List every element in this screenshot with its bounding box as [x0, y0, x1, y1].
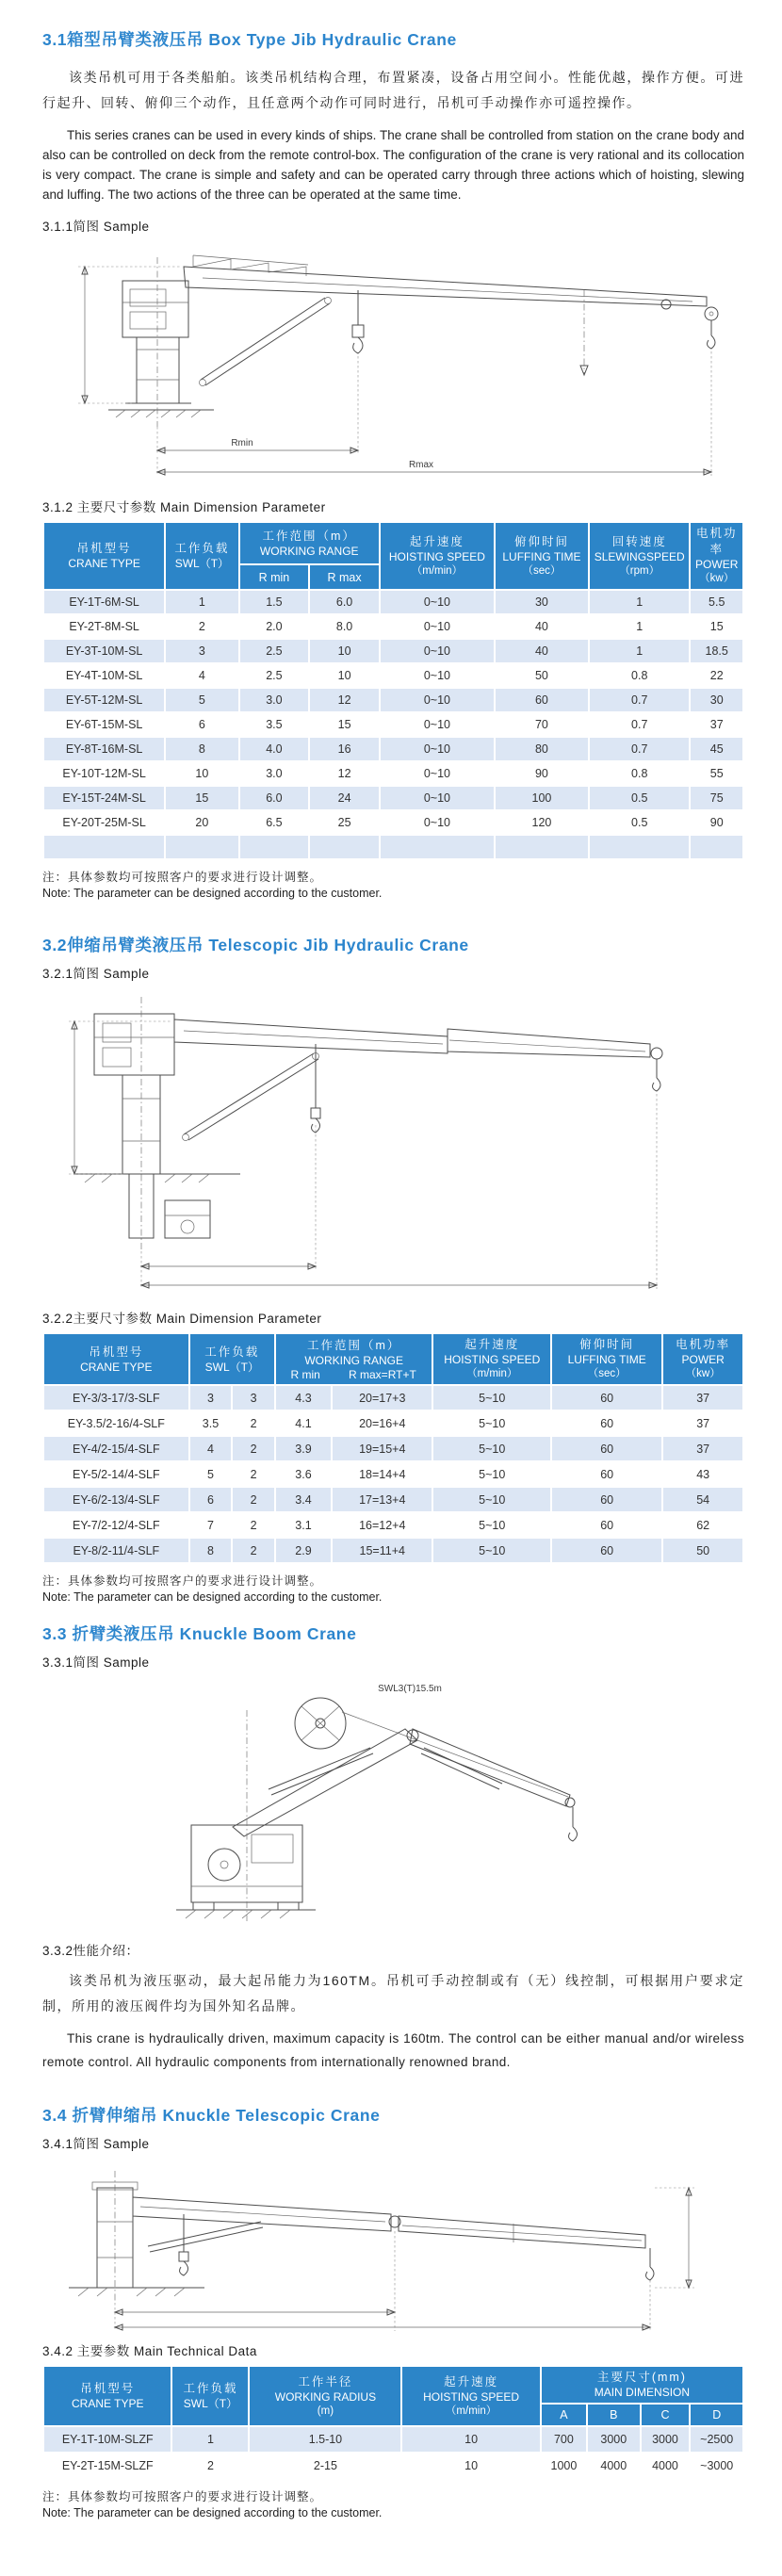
table-cell: 5~10 — [433, 1462, 550, 1486]
table-cell: 20=16+4 — [333, 1411, 432, 1435]
table-cell — [590, 836, 689, 858]
table-cell: 4 — [166, 664, 237, 687]
table-cell: 12 — [310, 762, 379, 785]
table-cell: 19=15+4 — [333, 1437, 432, 1460]
col-working-range: 工作范围（m） WORKING RANGE — [240, 523, 379, 563]
table-cell: 55 — [691, 762, 742, 785]
table-cell: 8 — [190, 1539, 232, 1562]
table-cell: 20 — [166, 811, 237, 834]
table-cell: 75 — [691, 787, 742, 809]
table-cell: 4 — [190, 1437, 232, 1460]
table-cell: 1 — [590, 640, 689, 662]
table-cell: EY-6T-15M-SL — [44, 713, 164, 736]
table-row — [44, 615, 742, 638]
table-cell: 4.1 — [276, 1411, 331, 1435]
table-cell: 0~10 — [381, 664, 494, 687]
table-cell: 60 — [552, 1488, 661, 1511]
section-3-1-paragraph-cn: 该类吊机可用于各类船舶。该类吊机结构合理，布置紧凑，设备占用空间小。性能优越，操作方便。可进行起升、回转、俯仰三个动作，且任意两个动作可同时进行，吊机可手动操作亦可遥控操作。 — [42, 70, 744, 110]
table-cell: 0~10 — [381, 738, 494, 760]
table-cell: 20=17+3 — [333, 1386, 432, 1410]
col-luffing-time: 俯仰时间 LUFFING TIME （sec） — [552, 1334, 661, 1384]
table-cell: 2.0 — [240, 615, 309, 638]
table-cell: 15 — [166, 787, 237, 809]
table-cell: 3.0 — [240, 689, 309, 711]
table-row — [44, 836, 742, 858]
table-cell: 4.0 — [240, 738, 309, 760]
table-cell: 3.0 — [240, 762, 309, 785]
box-type-dimension-table — [42, 521, 744, 860]
table-cell: 45 — [691, 738, 742, 760]
table-cell: 54 — [663, 1488, 742, 1511]
table-cell — [166, 836, 237, 858]
box-type-crane-drawing — [42, 238, 744, 485]
table-cell: 18.5 — [691, 640, 742, 662]
table-cell: 3000 — [642, 2427, 690, 2452]
table-cell: 15=11+4 — [333, 1539, 432, 1562]
section-3-2-1-sample-title: 3.2.1简图 Sample — [42, 967, 150, 981]
table-cell: 6.0 — [310, 591, 379, 613]
table-row — [44, 762, 742, 785]
table-cell: 37 — [663, 1386, 742, 1410]
table-cell: 3000 — [588, 2427, 640, 2452]
table-cell: EY-8/2-11/4-SLF — [44, 1539, 188, 1562]
table-cell: EY-3.5/2-16/4-SLF — [44, 1411, 188, 1435]
table-cell: 37 — [691, 713, 742, 736]
knuckle-telescopic-data-table — [42, 2365, 744, 2480]
table-row — [44, 811, 742, 834]
table-cell: EY-4/2-15/4-SLF — [44, 1437, 188, 1460]
table-cell — [310, 836, 379, 858]
table-cell: EY-5T-12M-SL — [44, 689, 164, 711]
section-3-3-1-sample-title: 3.3.1简图 Sample — [42, 1655, 150, 1670]
table-cell: 22 — [691, 664, 742, 687]
table-cell: 90 — [496, 762, 588, 785]
table-row — [44, 713, 742, 736]
table-cell: 0.7 — [590, 689, 689, 711]
section-3-3-heading: 3.3 折臂类液压吊 Knuckle Boom Crane — [42, 1624, 357, 1643]
table-row — [44, 1411, 742, 1435]
col-swl: 工作负载 SWL（T） — [190, 1334, 274, 1384]
table-cell: 12 — [310, 689, 379, 711]
section-3-2-2-table-title: 3.2.2主要尺寸参数 Main Dimension Parameter — [42, 1312, 322, 1326]
section-3-2-note: 注：具体参数均可按照客户的要求进行设计调整。 Note: The parameter can be designed according to the customer. — [42, 1574, 383, 1604]
table-cell: 2 — [233, 1488, 274, 1511]
table-cell: 0.8 — [590, 664, 689, 687]
col-r-max: R max=RT+T — [349, 1367, 416, 1381]
table-cell: 60 — [552, 1513, 661, 1537]
col-slewing-speed: 回转速度 SLEWINGSPEED （rpm） — [590, 523, 689, 589]
table-cell: 10 — [310, 664, 379, 687]
table-cell: 2 — [166, 615, 237, 638]
table-row — [44, 664, 742, 687]
table-cell: 3.5 — [190, 1411, 232, 1435]
section-3-4-note: 注：具体参数均可按照客户的要求进行设计调整。 Note: The parameter can be designed according to the customer. — [42, 2490, 383, 2519]
telescopic-crane-drawing — [42, 986, 744, 1296]
table-row — [44, 787, 742, 809]
col-main-dimension: 主要尺寸(mm) MAIN DIMENSION — [542, 2367, 742, 2403]
section-3-3-paragraph-cn: 该类吊机为液压驱动，最大起吊能力为160TM。吊机可手动控制或有（无）线控制，可根据用户要求定制，所用的液压阀件均为国外知名品牌。 — [42, 1973, 744, 2014]
telescopic-dimension-table — [42, 1332, 744, 1564]
table-cell: 0~10 — [381, 811, 494, 834]
table-cell: 50 — [496, 664, 588, 687]
table-cell: 16=12+4 — [333, 1513, 432, 1537]
rmax-label: Rmax — [408, 460, 434, 470]
table-cell: 2 — [172, 2454, 248, 2478]
table-cell: 5~10 — [433, 1386, 550, 1410]
table-cell: 60 — [496, 689, 588, 711]
table-cell: 60 — [552, 1437, 661, 1460]
col-crane-type: 吊机型号 CRANE TYPE — [44, 523, 164, 589]
table-cell: 24 — [310, 787, 379, 809]
table-cell: 43 — [663, 1462, 742, 1486]
table-cell: 15 — [310, 713, 379, 736]
table-cell: 62 — [663, 1513, 742, 1537]
table-cell: 70 — [496, 713, 588, 736]
table-cell: 80 — [496, 738, 588, 760]
col-hoisting-speed: 起升速度 HOISTING SPEED （m/min） — [381, 523, 494, 589]
table-cell: 2.5 — [240, 640, 309, 662]
table-cell — [381, 836, 494, 858]
table-cell: 3.6 — [276, 1462, 331, 1486]
table-cell: 1 — [172, 2427, 248, 2452]
table-cell: 10 — [310, 640, 379, 662]
table-cell: 4000 — [588, 2454, 640, 2478]
table-cell — [691, 836, 742, 858]
table-cell: 3.1 — [276, 1513, 331, 1537]
section-3-1-paragraph-en: This series cranes can be used in every kinds of ships. The crane shall be controlled from station on the crane body and also can be controlled on deck from the remote control-box. The configuration of the crane is very rational and its collocation is very compact. The crane is simple and safety and can be operated carry through three actions which of hoisting, slewing and luffing. The two actions of the three can be operated at the same time. — [42, 128, 744, 202]
table-cell: EY-1T-6M-SL — [44, 591, 164, 613]
table-cell: 6.0 — [240, 787, 309, 809]
table-cell: 3.9 — [276, 1437, 331, 1460]
col-dim-a: A — [542, 2405, 586, 2425]
table-cell: 0.8 — [590, 762, 689, 785]
table-cell: 90 — [691, 811, 742, 834]
col-power: 电机功率 POWER （kw） — [691, 523, 742, 589]
table-row — [44, 1386, 742, 1410]
table-cell: EY-20T-25M-SL — [44, 811, 164, 834]
col-swl: 工作负载 SWL（T） — [166, 523, 237, 589]
table-cell: 2 — [233, 1462, 274, 1486]
section-3-4-1-sample-title: 3.4.1简图 Sample — [42, 2137, 150, 2151]
table-cell: 17=13+4 — [333, 1488, 432, 1511]
table-row — [44, 591, 742, 613]
table-cell: 0~10 — [381, 713, 494, 736]
table-cell: 40 — [496, 640, 588, 662]
section-3-4-2-table-title: 3.4.2 主要参数 Main Technical Data — [42, 2344, 257, 2358]
table-cell: 5~10 — [433, 1513, 550, 1537]
table-cell: 60 — [552, 1462, 661, 1486]
section-3-2-heading: 3.2伸缩吊臂类液压吊 Telescopic Jib Hydraulic Crane — [42, 936, 469, 954]
table-cell: 60 — [552, 1386, 661, 1410]
col-dim-d: D — [691, 2405, 742, 2425]
table-cell: 3.5 — [240, 713, 309, 736]
section-3-3-paragraph-en: This crane is hydraulically driven, maximum capacity is 160tm. The control can be either manual and/or wireless remote control. All hydraulic components from internationally renowned brand. — [42, 2031, 744, 2069]
col-luffing-time: 俯仰时间 LUFFING TIME （sec） — [496, 523, 588, 589]
table-cell: 50 — [663, 1539, 742, 1562]
table-cell: 2-15 — [250, 2454, 400, 2478]
table-cell: 2 — [233, 1437, 274, 1460]
table-cell: 0.7 — [590, 713, 689, 736]
table-cell: 8.0 — [310, 615, 379, 638]
section-3-1-heading: 3.1箱型吊臂类液压吊 Box Type Jib Hydraulic Crane — [42, 30, 457, 49]
table-cell: 1 — [590, 615, 689, 638]
table-cell: 0~10 — [381, 787, 494, 809]
table-cell: ~2500 — [691, 2427, 742, 2452]
table-cell: 0~10 — [381, 591, 494, 613]
col-working-radius: 工作半径 WORKING RADIUS (m) — [250, 2367, 400, 2425]
knuckle-telescopic-crane-drawing — [42, 2156, 711, 2337]
section-3-3-2-perf-title: 3.3.2性能介绍： — [42, 1944, 139, 1958]
col-r-max: R max — [310, 565, 379, 589]
table-cell: EY-15T-24M-SL — [44, 787, 164, 809]
table-cell: EY-2T-15M-SLZF — [44, 2454, 171, 2478]
table-cell: 0.5 — [590, 811, 689, 834]
rmin-label: Rmin — [231, 438, 253, 448]
table-cell: 60 — [552, 1411, 661, 1435]
table-cell: 4.3 — [276, 1386, 331, 1410]
table-cell: 30 — [496, 591, 588, 613]
table-cell: 1.5-10 — [250, 2427, 400, 2452]
table-cell: 5~10 — [433, 1437, 550, 1460]
table-cell: 1 — [166, 591, 237, 613]
table-cell: 18=14+4 — [333, 1462, 432, 1486]
table-cell: ~3000 — [691, 2454, 742, 2478]
section-3-1-2-table-title: 3.1.2 主要尺寸参数 Main Dimension Parameter — [42, 500, 326, 514]
table-cell: 120 — [496, 811, 588, 834]
table-cell: 2 — [233, 1513, 274, 1537]
table-cell: 3 — [190, 1386, 232, 1410]
table-cell: 25 — [310, 811, 379, 834]
table-cell: 0.5 — [590, 787, 689, 809]
table-cell: 0.7 — [590, 738, 689, 760]
table-row — [44, 1488, 742, 1511]
table-row — [44, 1462, 742, 1486]
table-cell: EY-6/2-13/4-SLF — [44, 1488, 188, 1511]
table-row — [44, 738, 742, 760]
table-cell: EY-8T-16M-SL — [44, 738, 164, 760]
table-cell: 2 — [233, 1411, 274, 1435]
table-cell: 2.5 — [240, 664, 309, 687]
col-r-min: R min — [290, 1367, 320, 1381]
section-3-1-note: 注：具体参数均可按照客户的要求进行设计调整。 Note: The parameter can be designed according to the customer. — [42, 871, 383, 900]
table-cell: 1000 — [542, 2454, 586, 2478]
section-3-4-heading: 3.4 折臂伸缩吊 Knuckle Telescopic Crane — [42, 2106, 381, 2125]
knuckle-boom-crane-drawing — [42, 1674, 744, 1927]
col-dim-b: B — [588, 2405, 640, 2425]
col-hoisting-speed: 起升速度 HOISTING SPEED （m/min） — [402, 2367, 539, 2425]
table-cell: 16 — [310, 738, 379, 760]
table-cell: 37 — [663, 1437, 742, 1460]
table-cell: EY-1T-10M-SLZF — [44, 2427, 171, 2452]
table-cell: 6 — [190, 1488, 232, 1511]
table-row — [44, 640, 742, 662]
table-cell: 15 — [691, 615, 742, 638]
table-cell: 700 — [542, 2427, 586, 2452]
col-working-range: 工作范围（m） WORKING RANGE R min R max=RT+T — [276, 1334, 432, 1384]
table-cell: 10 — [402, 2454, 539, 2478]
table-cell: 10 — [402, 2427, 539, 2452]
table-cell: 0~10 — [381, 615, 494, 638]
col-dim-c: C — [642, 2405, 690, 2425]
table-cell: 3 — [166, 640, 237, 662]
table-cell: 0~10 — [381, 762, 494, 785]
table-cell: 5~10 — [433, 1411, 550, 1435]
table-cell: 6 — [166, 713, 237, 736]
table-cell: 2 — [233, 1539, 274, 1562]
table-cell: 60 — [552, 1539, 661, 1562]
table-cell: 5~10 — [433, 1488, 550, 1511]
table-cell: 3.4 — [276, 1488, 331, 1511]
table-cell: 3 — [233, 1386, 274, 1410]
table-cell: 8 — [166, 738, 237, 760]
table-cell — [496, 836, 588, 858]
table-cell: EY-10T-12M-SL — [44, 762, 164, 785]
section-3-1-1-sample-title: 3.1.1简图 Sample — [42, 220, 150, 234]
col-crane-type: 吊机型号 CRANE TYPE — [44, 2367, 171, 2425]
table-cell: 7 — [190, 1513, 232, 1537]
table-cell: 4000 — [642, 2454, 690, 2478]
table-cell: 5 — [166, 689, 237, 711]
table-row — [44, 2454, 742, 2478]
table-cell — [44, 836, 164, 858]
table-cell: 100 — [496, 787, 588, 809]
col-swl: 工作负载 SWL（T） — [172, 2367, 248, 2425]
col-hoisting-speed: 起升速度 HOISTING SPEED （m/min） — [433, 1334, 550, 1384]
table-cell: EY-3/3-17/3-SLF — [44, 1386, 188, 1410]
table-cell: EY-7/2-12/4-SLF — [44, 1513, 188, 1537]
table-cell — [240, 836, 309, 858]
table-cell: 10 — [166, 762, 237, 785]
col-r-min: R min — [240, 565, 309, 589]
table-row — [44, 689, 742, 711]
table-row — [44, 1513, 742, 1537]
table-cell: 5.5 — [691, 591, 742, 613]
table-cell: 1.5 — [240, 591, 309, 613]
table-cell: 40 — [496, 615, 588, 638]
table-cell: 2.9 — [276, 1539, 331, 1562]
table-cell: EY-4T-10M-SL — [44, 664, 164, 687]
table-row — [44, 1539, 742, 1562]
table-cell: 0~10 — [381, 640, 494, 662]
table-row — [44, 1437, 742, 1460]
table-row — [44, 2427, 742, 2452]
table-cell: EY-2T-8M-SL — [44, 615, 164, 638]
table-cell: EY-5/2-14/4-SLF — [44, 1462, 188, 1486]
table-cell: 37 — [663, 1411, 742, 1435]
table-cell: 0~10 — [381, 689, 494, 711]
table-cell: 6.5 — [240, 811, 309, 834]
table-cell: 1 — [590, 591, 689, 613]
col-power: 电机功率 POWER （kw） — [663, 1334, 742, 1384]
table-cell: 5~10 — [433, 1539, 550, 1562]
table-cell: 5 — [190, 1462, 232, 1486]
col-crane-type: 吊机型号 CRANE TYPE — [44, 1334, 188, 1384]
swl-drawing-label: SWL3(T)15.5m — [378, 1684, 442, 1694]
table-cell: 30 — [691, 689, 742, 711]
table-cell: EY-3T-10M-SL — [44, 640, 164, 662]
